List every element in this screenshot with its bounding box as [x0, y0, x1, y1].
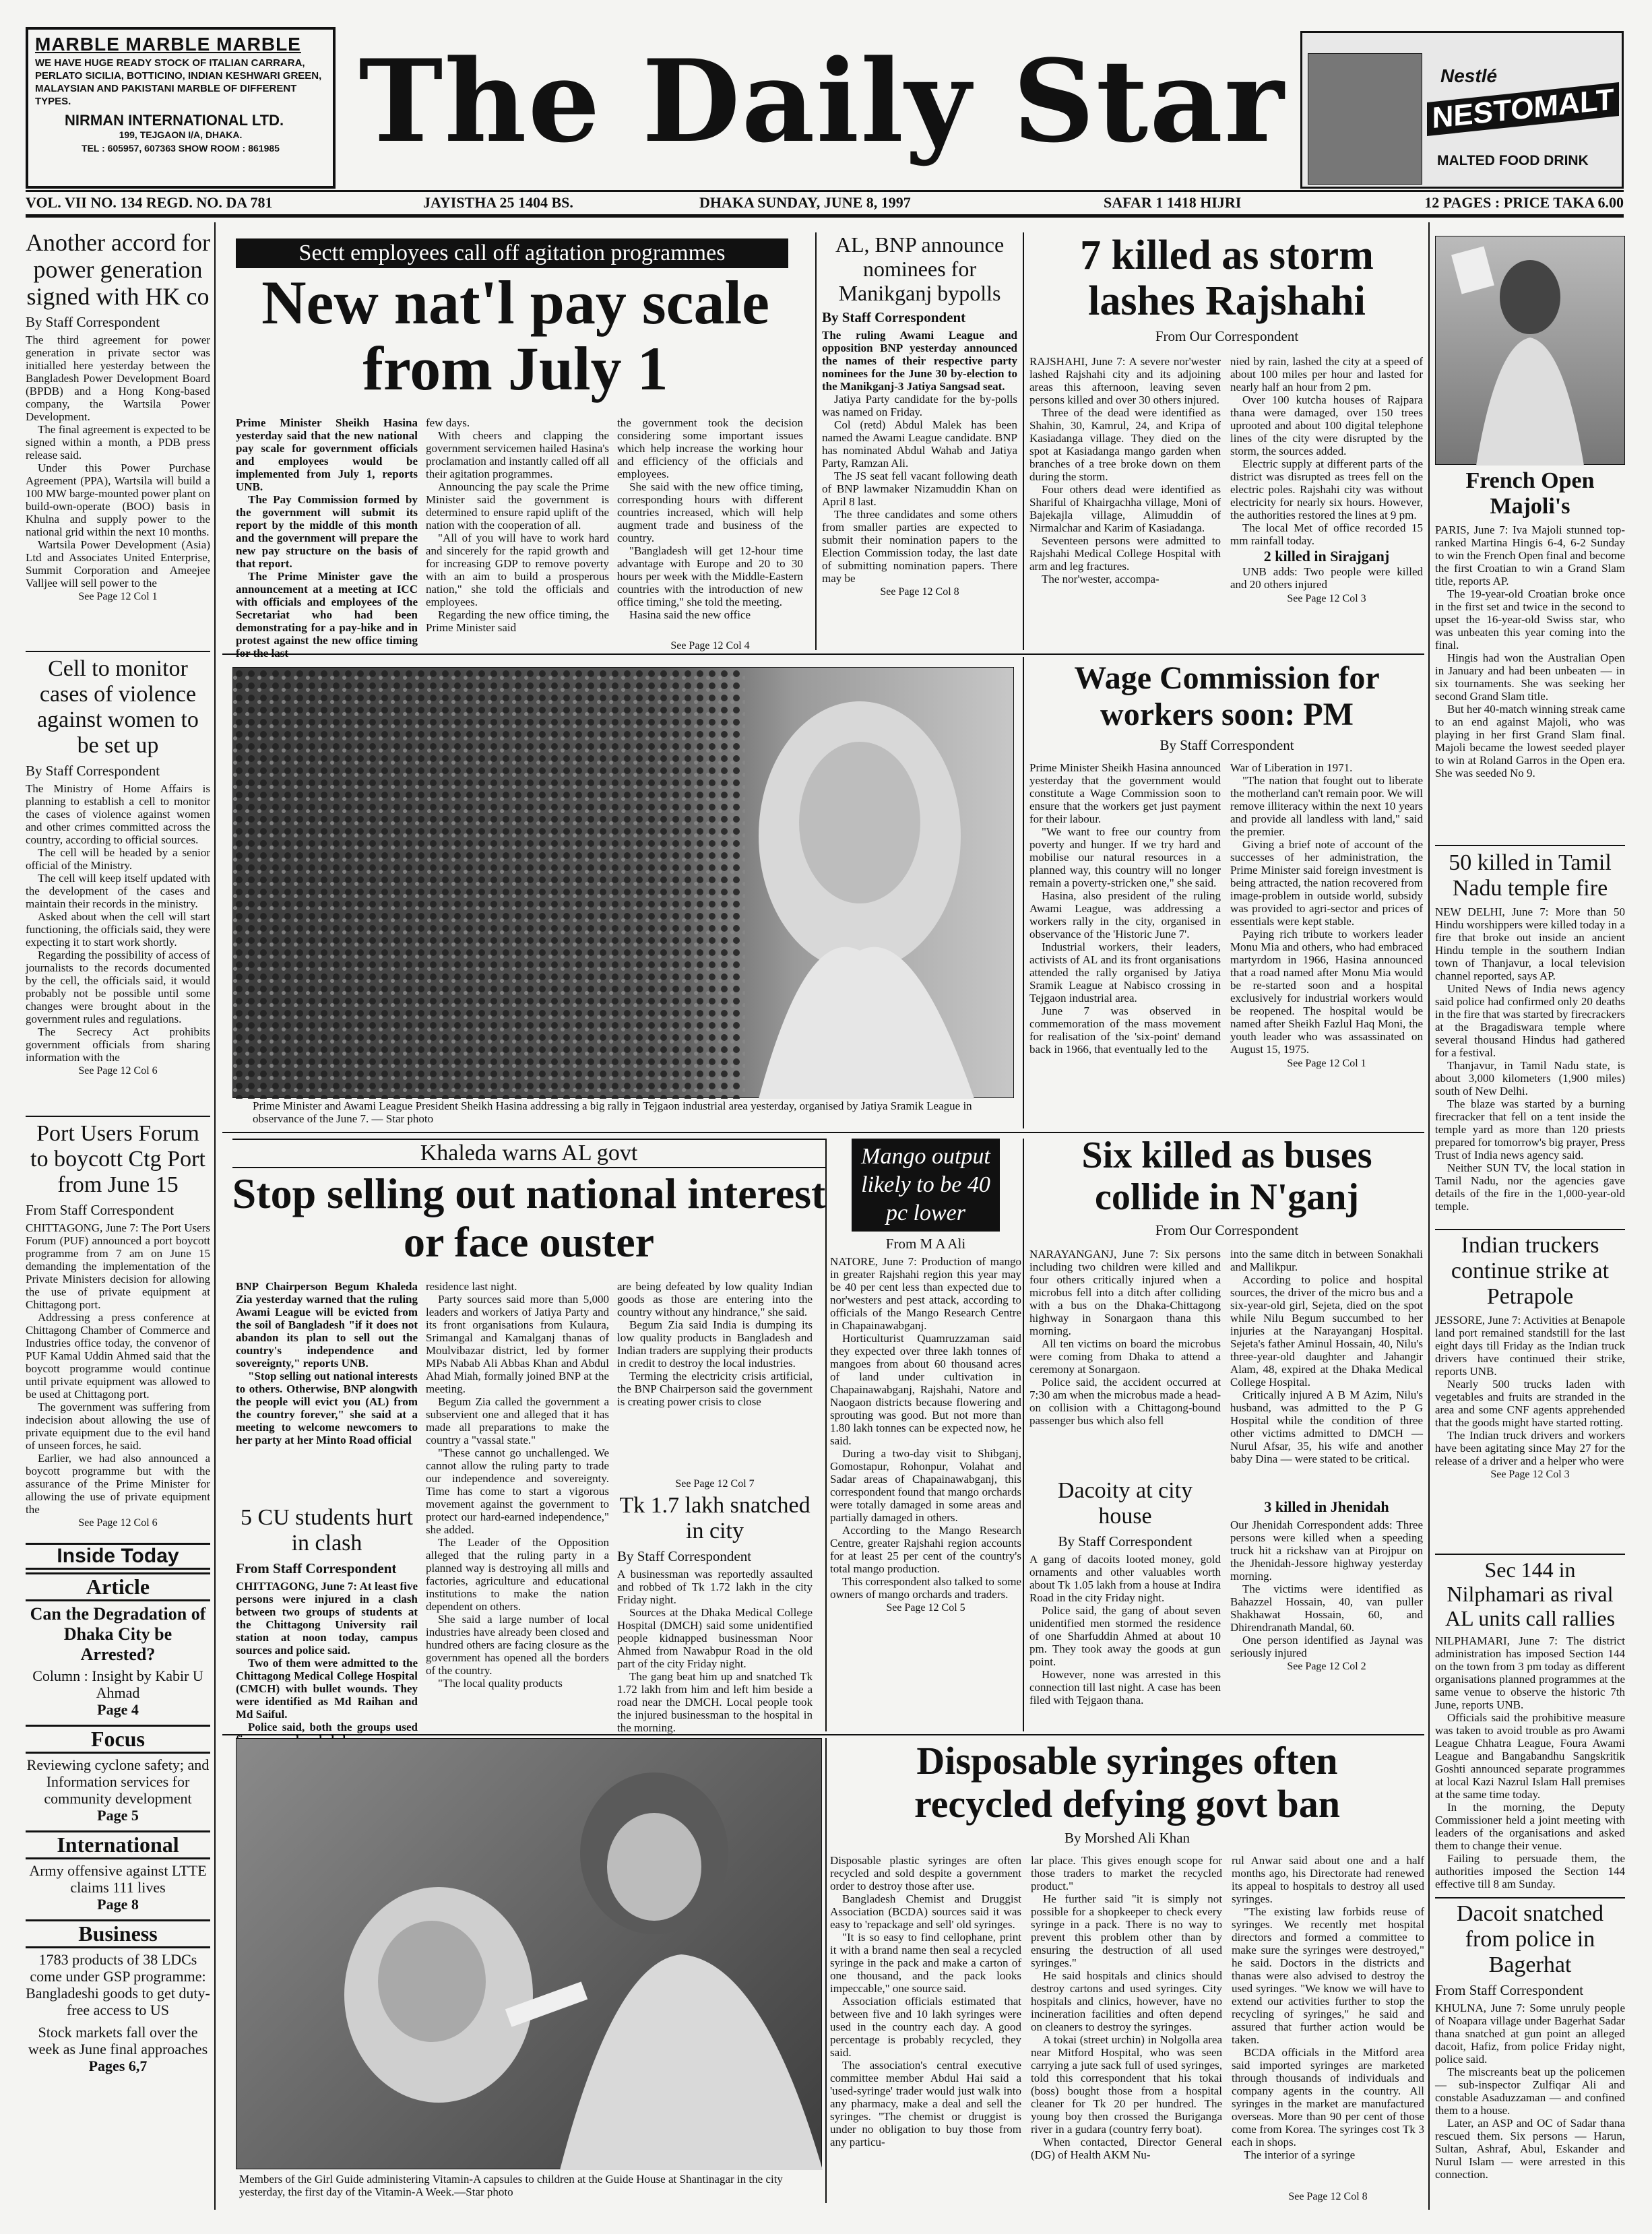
manikganj-p1: The ruling Awami League and opposition BNP yesterday announced the names of their respective party nominees for the June 30 by-election to the Manikganj-3 Jatiya Sangsad seat. [822, 329, 1017, 393]
rule-photo-syringe [825, 1738, 827, 2203]
syringes-c3-p3: BCDA officials in the Mitford area said imported syringes are marketed through thousands of individuals and company agents in the country. All syringes in the market are manufactured overseas. More than 90 per cent of those come from Korea. The syringes cost Tk 3 each in shops. [1232, 2046, 1424, 2148]
violence-cell-p1: The Ministry of Home Affairs is planning to establish a cell to monitor the cases of violence against women and other crimes committed across the country, according to official sources. [26, 782, 210, 846]
storm-sub-body: UNB adds: Two people were killed and 20 others injured [1230, 565, 1423, 591]
lead-c2-p5: Regarding the new office timing, the Prime Minister said [426, 608, 609, 634]
tamil-p1: NEW DELHI, June 7: More than 50 Hindu worshippers were killed today in a fire that broke out inside an ancient Hindu temple in the southern Indian town of Thanjavur, a local television channel reported, says AP. [1435, 905, 1625, 982]
rule-khaleda-mango [825, 1139, 827, 1731]
snatched-p2: Sources at the Dhaka Medical College Hospital (DMCH) said some unidentified people kidnapped businessman Noor Ahmed from Nawabpur Road in the old part of the city Friday night. [617, 1606, 813, 1670]
tamil-p5: Neither SUN TV, the local station in Tamil Nadu, nor the agencies gave details of the fire in the 1,000-year-old temple. [1435, 1161, 1625, 1213]
khaleda-c2-p7: "The local quality products [438, 1677, 563, 1690]
khaleda-c1-p2: "Stop selling out national interests to others. Otherwise, BNP alongwith the people will evict you (AL) from the country forever," she said at a meeting to welcome newcomers to her party at her Minto Road official [236, 1370, 418, 1446]
truckers-p2: Nearly 500 trucks laden with vegetables and fruits are stranded in the area and some CNF agents apprehended that the goods might have started rotting. [1435, 1378, 1625, 1429]
jhenidah-body [1230, 1519, 1423, 1659]
photo-crowd-pattern [233, 668, 1015, 1099]
c1-rule-1 [26, 651, 210, 652]
mango-p5: This correspondent also talked to some owners of mango orchards and traders. [830, 1575, 1021, 1601]
port-users-p1: CHITTAGONG, June 7: The Port Users Forum (PUF) announced a port boycott programme from 7 am on June 15 demanding the implementation of the Private Ministers decision for allowing the use of private equipment at Chittagong port. [26, 1221, 210, 1311]
storm-c2-p3: Electric supply at different parts of the district was disrupted as trees fell on the electric poles. Rajshahi city was without electricity for nearly six hours. However, the authorities restored the lines at 9 pm. [1230, 457, 1423, 521]
ad-nestomalt-tagline: MALTED FOOD DRINK [1437, 153, 1589, 168]
inside-intl-page: Page 8 [97, 1896, 139, 1913]
storm-c1-p4: Seventeen persons were admitted to Rajshahi Medical College Hospital with arm and leg fractures. [1029, 534, 1221, 573]
syringes-c2-p2: He further said "it is simply not possible for a shopkeeper to check every syringe in a pack. There is no way to prevent this problem other than by ensuring the destruction of all used syringes." [1031, 1892, 1222, 1969]
snatched-p3: The gang beat him up and snatched Tk 1.72 lakh from him and left him beside a road near the DMCH. Local people took the injured businessman to the hospital in the morning. [617, 1670, 813, 1734]
dateline-vol: VOL. VII NO. 134 REGD. NO. DA 781 [26, 194, 273, 211]
syringes-c1-p2: Bangladesh Chemist and Druggist Association (BCDA) sources said it was easy to 'repackage and sell' old syringes. [830, 1892, 1021, 1931]
lead-headline: New nat'l pay scale from July 1 [261, 268, 769, 403]
photo-majoli [1435, 236, 1625, 465]
wage-see: See Page 12 Col 1 [1287, 1058, 1366, 1069]
lead-see: See Page 12 Col 4 [670, 640, 750, 651]
photo-hasina-caption: Prime Minister and Awami League President Sheikh Hasina addressing a big rally in Tejgaon industrial area yesterday, organised by Jatiya Sramik League in observance of the June 7. — Star photo [253, 1099, 972, 1125]
wage-c1-p4: Industrial workers, their leaders, activists of AL and its front organisations attended the rally organised by Jatiya Sramik League at Nabisco crossing in Tejgaon industrial area. [1029, 940, 1221, 1004]
tamil-body [1435, 905, 1625, 1213]
article-majoli [1435, 468, 1625, 889]
article-bagerhat [1435, 1901, 1625, 2204]
syringes-c2-p5: When contacted, Director General (DG) of Health AKM Nu- [1031, 2136, 1222, 2161]
mango-p4: According to the Mango Research Centre, greater Rajshahi region accounts for at least 25 per cent of the country's total mango production. [830, 1524, 1021, 1575]
article-sec144 [1435, 1558, 1625, 1921]
col-rule-1 [214, 222, 216, 2210]
jhenidah-p2: The victims were identified as Bahazzel Hossain, 40, van puller Shakhawat Hossain, 60, and Dhirendranath Mandal, 60. [1230, 1583, 1423, 1634]
syringes-c2-p3: He said hospitals and clinics should destroy cartons and used syringes. City hospitals and clinics, however, have no incineration facilities and often depend on cleaners to destroy the syringes. [1031, 1969, 1222, 2033]
syringes-c2-p1: lar place. This gives enough scope for those traders to market the recycled product." [1031, 1854, 1222, 1892]
bagerhat-p2: The miscreants beat up the policemen — sub-inspector Zulfiqar Ali and constable Asaduzzaman — and confined them to a house. [1435, 2066, 1625, 2117]
rc-rule-1 [1435, 845, 1625, 846]
ad-marble-address: 199, TEJGAON I/A, DHAKA. [119, 129, 243, 140]
tamil-p3: Thanjavur, in Tamil Nadu state, is about 3,000 kilometers (1,900 miles) south of New Delhi. [1435, 1059, 1625, 1097]
manikganj-see: See Page 12 Col 8 [880, 586, 959, 598]
wage-c1-p3: Hasina, also president of the ruling Awami League, was addressing a workers rally in the city, organised in observance of the 'Historic June 7'. [1029, 889, 1221, 940]
mango-byline: From M A Ali [885, 1236, 966, 1252]
sec144-p2: Officials said the prohibitive measure was taken to avoid trouble as pro Awami League Chhatra League, Foura Awami League and Bangabandhu Sangskritik Goshti announced separate programmes at local Kazi Nazrul Islam Hall premises at the same time today. [1435, 1711, 1625, 1801]
rc-rule-2 [1435, 1229, 1625, 1230]
manikganj-byline: By Staff Correspondent [822, 309, 966, 325]
port-users-p2: Addressing a press conference at Chittagong Chamber of Commerce and Industries office today, the convenor of PUF Kamal Uddin Ahmed said that the boycott programme would continue until private equipment was allowed to be used at Chittagong port. [26, 1311, 210, 1401]
violence-cell-see: See Page 12 Col 6 [78, 1065, 158, 1077]
jhenidah-p1: Our Jhenidah Correspondent adds: Three persons were killed when a speeding truck hit a rickshaw van at Pirojpur on the Jhenidah-Jessore highway yesterday morning. [1230, 1519, 1423, 1583]
violence-cell-headline: Cell to monitor cases of violence against women to be set up [37, 656, 199, 758]
lead-col1 [236, 416, 418, 652]
manikganj-p3: Col (retd) Abdul Malek has been named the Awami League candidate. BNP has nominated Abdul Wahab and Jatiya Party, Ramzan Ali. [822, 418, 1017, 470]
power-accord-p1: The third agreement for power generation in private sector was initialled here yesterday between the Bangladesh Power Development Board (BPDB) and a Hong Kong-based company, the Wartsila Power Development. [26, 333, 210, 423]
rc-rule-4 [1435, 1897, 1625, 1898]
article-dacoity [1029, 1478, 1221, 1727]
tamil-headline: 50 killed in Tamil Nadu temple fire [1449, 850, 1612, 901]
article-manikganj [822, 232, 1017, 651]
dateline-date: DHAKA SUNDAY, JUNE 8, 1997 [699, 194, 911, 211]
masthead-rule-top [26, 190, 1624, 192]
buses-c1-p2: All ten victims on board the microbus were coming from Dhaka to attend a ceremony at Sonargaon. [1029, 1337, 1221, 1376]
syringes-c3-p1: rul Anwar said about one and a half months ago, his Directorate had renewed its appeal to hospitals to destroy all used syringes. [1232, 1854, 1424, 1905]
article-tk-snatched [617, 1493, 813, 1735]
khaleda-see: See Page 12 Col 7 [675, 1478, 755, 1490]
lead-c2-p3: Announcing the pay scale the Prime Minister said the government is determined to ensure rapid uplift of the nation with the cooperation of all. [426, 480, 609, 532]
dateline-price: 12 PAGES : PRICE TAKA 6.00 [1424, 194, 1624, 211]
photo-hasina-rally [232, 667, 1014, 1098]
mango-p3: During a two-day visit to Shibganj, Gomostapur, Rohonpur, Volahat and Sadar areas of Chapainawabganj, this correspondent found that mango orchards were totally damaged in some areas and partially damaged in others. [830, 1447, 1021, 1524]
dacoity-headline: Dacoity at city house [1057, 1478, 1193, 1529]
khaleda-c2-p5: The Leader of the Opposition alleged that the ruling party in a planned way is destroying all mills and factories, agriculture and educational institutions to make the nation dependent on others. [426, 1536, 609, 1613]
port-users-headline: Port Users Forum to boycott Ctg Port from June 15 [30, 1121, 205, 1197]
inside-today-title: Inside Today [26, 1543, 210, 1570]
sec144-headline: Sec 144 in Nilphamari as rival AL units call rallies [1444, 1558, 1616, 1630]
port-users-p3: The government was suffering from indecision about allowing the use of private equipment due to the evil hand of unseen forces, he said. [26, 1401, 210, 1452]
storm-c1-p2: Three of the dead were identified as Shahin, 30, Kamrul, 24, and Kripa of Kasiadanga village. They died on the spot at Kasiadanga mango garden when branches of a tree broke down on them during the storm. [1029, 406, 1221, 483]
inside-article-title: Can the Degradation of Dhaka City be Arrested? [30, 1604, 206, 1664]
syringes-byline: By Morshed Ali Khan [1064, 1830, 1190, 1846]
article-syringes [830, 1740, 1424, 2204]
khaleda-c2-p2: Party sources said more than 5,000 leaders and workers of Jatiya Party and its front organisations from Kulaura, Srimangal and Kamalganj thanas of Moulvibazar district, led by former MPs Nabab Ali Abbas Khan and Abdul Ahad Miah, formally joined BNP at the meeting. [426, 1293, 609, 1395]
lead-c1-p1: Prime Minister Sheikh Hasina yesterday said that the new national pay scale for government officials and employees would be implemented from July 1, reports UNB. [236, 416, 418, 493]
buses-c2-p3: Critically injured A B M Azim, Nilu's husband, was admitted to the P G Hospital while the condition of three other victims admitted to DMCH — Nurul Afsar, 35, his wife and another baby Dina — were stated to be critical. [1230, 1389, 1423, 1465]
wage-c2-p1: War of Liberation in 1971. [1230, 761, 1353, 774]
syringes-col2 [1031, 1854, 1222, 2204]
buses-byline: From Our Correspondent [1155, 1222, 1299, 1238]
power-accord-see: See Page 12 Col 1 [78, 591, 158, 602]
majoli-p4: But her 40-match winning streak came to an end against Majoli, who was playing in her first Grand Slam final. Majoli became the lowest seeded player to win at Roland Garros in the Open era. She was seeded No 9. [1435, 703, 1625, 779]
inside-business-heading: Business [26, 1919, 210, 1948]
inside-article-page: Page 4 [97, 1701, 139, 1718]
lead-c2-p2: With cheers and clapping the government servicemen hailed Hasina's proclamation and instantly called off all their agitation programmes. [426, 429, 609, 480]
rule-top-stories [222, 653, 1424, 655]
lead-c3-p3: "Bangladesh will get 12-hour time advantage with Europe and 20 to 30 hours per week with the Middle-Eastern countries with the introduction of new office timing," she told the meeting. [617, 544, 803, 608]
violence-cell-p4: Asked about when the cell will start functioning, the officials said, they were expecting it to start work shortly. [26, 910, 210, 949]
rule-photo-wage [1023, 657, 1024, 1128]
majoli-body [1435, 523, 1625, 779]
khaleda-col3 [617, 1280, 813, 1475]
wage-byline: By Staff Correspondent [1159, 737, 1294, 753]
storm-c2-p2: Over 100 kutcha houses of Rajpara thana were damaged, over 150 trees uprooted and about 100 digital telephone lines of the city were disrupted by the storm, the sources added. [1230, 393, 1423, 457]
violence-cell-p3: The cell will keep itself updated with the development of the cases and maintain their records in the ministry. [26, 872, 210, 910]
article-buses [1029, 1135, 1424, 1734]
syringes-c2-p4: A tokai (street urchin) in Nolgolla area near Mitford Hospital, who was seen carrying a jute sack full of used syringes, told this correspondent that his tokai (boss) bought those from a hospital cleaner for Tk 20 per hundred. The young boy then crossed the Buriganga river in a gudara (country ferry boat). [1031, 2033, 1222, 2136]
port-users-p4: Earlier, we had also announced a boycott programme but with the assurance of the Prime Minister for allowing the use of private equipment the [26, 1452, 210, 1516]
lead-c1-p3: The Prime Minister gave the announcement at a meeting at ICC with officials and employees of the Secretariat who had been demonstrating for a pay-hike and in protest against the new office timing [236, 570, 418, 647]
ad-marble-title: MARBLE MARBLE MARBLE [35, 34, 301, 55]
khaleda-c3-p2: Begum Zia said India is dumping its low quality products in Bangladesh and Indian traders are supplying their products in credit to destroy the local industries. [617, 1318, 813, 1370]
cu-headline: 5 CU students hurt in clash [241, 1505, 413, 1556]
storm-c2-p4: The local Met of office recorded 15 mm rainfall today. [1230, 521, 1423, 547]
article-tamil-fire [1435, 850, 1625, 1227]
majoli-p3: Hingis had won the Australian Open in January and had been unbeaten — in six tournaments. She was seeking her second Grand Slam title. [1435, 651, 1625, 703]
truckers-headline: Indian truckers continue strike at Petrapole [1451, 1233, 1610, 1309]
cu-body [236, 1580, 418, 1746]
storm-headline: 7 killed as storm lashes Rajshahi [1080, 232, 1374, 324]
khaleda-c2-p1: residence last night. [426, 1280, 517, 1293]
ad-nestomalt-product: NESTOMALT [1427, 82, 1619, 136]
port-users-see: See Page 12 Col 6 [78, 1517, 158, 1529]
jhenidah-p3: One person identified as Jaynal was seriously injured [1230, 1634, 1423, 1659]
khaleda-headline: Stop selling out national interest or face ouster [232, 1170, 826, 1266]
power-accord-p4: Wartsila Power Development (Asia) Ltd and Associates United Enterprise, Summit Corporation and Ameejee Valljee will sell power to the [26, 538, 210, 589]
port-users-body [26, 1221, 210, 1516]
rule-bottom [222, 1734, 1424, 1735]
article-mango [830, 1139, 1021, 1731]
khaleda-c1-p1: BNP Chairperson Begum Khaleda Zia yesterday warned that the ruling Awami League will be evicted from the soil of Bangladesh "if it does not abandon its plan to sell out the country's independence and sovereignty," reports UNB. [236, 1280, 418, 1370]
inside-business-title-2: Stock markets fall over the week as June final approaches [28, 2024, 208, 2057]
wage-col2 [1230, 761, 1423, 1125]
lead-c1-p2: The Pay Commission formed by the government will submit its report by the middle of this month and the government will prepare the new pay structure on the basis of that report. [236, 493, 418, 570]
dateline-bengali: JAYISTHA 25 1404 BS. [423, 194, 573, 211]
snatched-headline: Tk 1.7 lakh snatched in city [619, 1493, 811, 1543]
inside-focus-heading: Focus [26, 1725, 210, 1754]
photo-vitamin-figures [236, 1739, 823, 2170]
manikganj-p5: The three candidates and some others from smaller parties are expected to submit their nomination papers to the Election Commission today, the last date of submitting nomination papers. There may be [822, 508, 1017, 585]
sec144-p1: NILPHAMARI, June 7: The district administration has imposed Section 144 on the town from 3 pm today as different organisations planned programmes at the same venue to observe the historic 7th June, reports UNB. [1435, 1634, 1625, 1711]
article-violence-cell [26, 656, 210, 1114]
syringes-headline: Disposable syringes often recycled defying govt ban [914, 1739, 1341, 1826]
khaleda-banner-wrap [232, 1139, 825, 1168]
ad-marble-company: NIRMAN INTERNATIONAL LTD. [65, 112, 284, 129]
article-cu-students [236, 1505, 418, 1733]
wage-c2-p4: Paying rich tribute to workers leader Monu Mia and others, who had embraced martyrdom in 1966, Hasina announced that a road named after Monu Mia would be re-started soon and a hospital exclusively for industrial workers would be reopened. The hospital would be named after Sheikh Fazlul Haq Moni, the youth leader who was assassinated on August 15, 1975. [1230, 928, 1423, 1056]
khaleda-c2-p4: "These cannot go unchallenged. We cannot allow the ruling party to trade our independence and sovereignty. Time has come to start a vigorous movement against the government to protect our hard-earned independence," she added. [426, 1446, 609, 1536]
masthead-rule-bottom [26, 214, 1624, 218]
khaleda-banner: Khaleda warns AL govt [420, 1141, 638, 1166]
syringes-c1-p3: "It is so easy to find cellophane, print it with a brand name then seal a recycled syringe in the pack and make a carton of one thousand, and the pack looks impeccable," one source said. [830, 1931, 1021, 1995]
dateline [26, 193, 1624, 213]
rule-manik-storm [1023, 232, 1024, 650]
article-port-users [26, 1121, 210, 1539]
cu-p1: CHITTAGONG, June 7: At least five persons were injured in a clash between two groups of students at the Chittagong University rail station at noon today, campus sources and police said. [236, 1580, 418, 1657]
storm-c1-p3: Four others dead were identified as Shariful of Khairgachha village, Moni of Bajekajla village, Alimuddin of Nirmalchar and Karim of Kasiadanga. [1029, 483, 1221, 534]
article-storm [1029, 232, 1424, 650]
inside-business-page: Pages 6,7 [88, 2057, 148, 2074]
ad-nestomalt-photo [1308, 53, 1422, 185]
masthead-title: The Daily Star [358, 34, 1285, 168]
syringes-c3-p4: The interior of a syringe [1244, 2148, 1356, 2161]
article-jhenidah [1230, 1498, 1423, 1727]
truckers-see: See Page 12 Col 3 [1490, 1469, 1570, 1480]
lead-c3-p1: the government took the decision considering some important issues which help increase the working hour and efficiency of the officials and employees. [617, 416, 803, 480]
syringes-col1 [830, 1854, 1021, 2204]
buses-c2-p2: According to police and hospital sources, the driver of the micro bus and a six-year-old girl, Sejeta, died on the spot while Nilu Begum succumbed to her injuries at the Narayanganj Hospital. Sejeta's father Aminul Hossain, 40, Nilu's three-year-old daughter and Jahangir Alam, 48, expired at the Dhaka Medical College Hospital. [1230, 1273, 1423, 1389]
truckers-body [1435, 1314, 1625, 1467]
wage-c1-p2: "We want to free our country from poverty and hunger. If we try hard and mobilise our natural resources in a planned way, this country will no longer remain a poverty-stricken one," she said. [1029, 825, 1221, 889]
wage-headline: Wage Commission for workers soon: PM [1074, 660, 1380, 732]
manikganj-p4: The JS seat fell vacant following death of BNP lawmaker Nizamuddin Khan on April 8 last. [822, 470, 1017, 508]
khaleda-c3-p1: are being defeated by low quality Indian goods as those are entering into the country without any hindrance," she said. [617, 1280, 813, 1318]
wage-c2-p3: Giving a brief note of account of the successes of her administration, the Prime Minister said foreign investment is being attracted, the nation recovered from image-problem in outside world, subsidy was provided to agri-sector and prices of essentials were kept stable. [1230, 838, 1423, 928]
mango-headline: Mango output likely to be 40 pc lower [852, 1139, 1000, 1232]
ad-nestomalt [1300, 31, 1624, 189]
majoli-p1: PARIS, June 7: Iva Majoli stunned top-ranked Martina Hingis 6-4, 6-2 Sunday to win the French Open final and become the first Croatian to win a Grand Slam title, reports AP. [1435, 523, 1625, 587]
bagerhat-body [1435, 2002, 1625, 2181]
violence-cell-byline: By Staff Correspondent [26, 763, 160, 779]
dacoity-body [1029, 1553, 1221, 1706]
bagerhat-byline: From Staff Correspondent [1435, 1982, 1584, 1998]
wage-c1-p1: Prime Minister Sheikh Hasina announced yesterday that the government would constitute a Wage Commission soon to ensure that the workers get just payment for their labour. [1029, 761, 1221, 825]
article-wage-commission [1029, 660, 1424, 1125]
truckers-p1: JESSORE, June 7: Activities at Benapole land port remained standstill for the last eight days till Friday as the Indian truck drivers have continued their strike, reports UNB. [1435, 1314, 1625, 1378]
inside-article-column: Column : Insight by Kabir U Ahmad [32, 1667, 203, 1701]
power-accord-headline: Another accord for power generation signed with HK co [26, 229, 210, 310]
photo-vitamin-caption: Members of the Girl Guide administering Vitamin-A capsules to children at the Guide House at Shantinagar in the city yesterday, the first day of the Vitamin-A Week.—Star photo [239, 2173, 783, 2198]
tamil-p4: The blaze was started by a burning firecracker that fell on a tent inside the temple yard as more than 120 priests prepared for tomorrow's big prayer, Press Trust of India news agency said. [1435, 1097, 1625, 1161]
dacoity-p3: However, none was arrested in this connection till last night. A case has been filed with Tejgaon thana. [1029, 1668, 1221, 1706]
truckers-p3: The Indian truck drivers and workers have been agitating since May 27 for the release of a driver and a helper who were [1435, 1429, 1625, 1467]
buses-headline: Six killed as buses collide in N'ganj [1081, 1135, 1372, 1218]
violence-cell-p5: Regarding the possibility of access of journalists to the records documented by the cell, the officials said, it would probably not be possible until some changes were brought about in the government rules and regulations. [26, 949, 210, 1025]
jhenidah-see: See Page 12 Col 2 [1287, 1661, 1366, 1672]
sec144-p3: In the morning, the Deputy Commissioner held a joint meeting with leaders of the organisations and asked them to change their venue. [1435, 1801, 1625, 1852]
syringes-see: See Page 12 Col 8 [1288, 2191, 1368, 2202]
rc-rule-3 [1435, 1554, 1625, 1555]
tamil-p2: United News of India news agency said police had confirmed only 20 deaths in the fire that was started by firecrackers at the Bragadiswara temple where several thousand Hindus had gathered for a festival. [1435, 982, 1625, 1059]
manikganj-p2: Jatiya Party candidate for the by-polls was named on Friday. [822, 393, 1017, 418]
lead-c3-p2: She said with the new office timing, corresponding hours with different countries increased, which will help augment trade and business of the country. [617, 480, 803, 544]
inside-focus-page: Page 5 [97, 1807, 139, 1824]
manikganj-body [822, 329, 1017, 585]
wage-c1-p5: June 7 was observed in commemoration of the mass movement for realisation of the 'six-point' demand back in 1966, that eventually led to the [1029, 1004, 1221, 1056]
col-rule-2 [1428, 222, 1430, 2210]
majoli-headline: French Open Majoli's [1465, 468, 1595, 519]
jhenidah-headline: 3 killed in Jhenidah [1264, 1498, 1389, 1515]
port-users-byline: From Staff Correspondent [26, 1202, 174, 1218]
inside-focus-title: Reviewing cyclone safety; and Information services for community development [26, 1756, 210, 1807]
ad-nestomalt-brand: Nestlé [1440, 65, 1498, 86]
cu-byline: From Staff Correspondent [236, 1560, 397, 1576]
storm-see: See Page 12 Col 3 [1287, 593, 1366, 604]
lead-c3-p4: Hasina said the new office [629, 608, 751, 621]
dacoity-byline: By Staff Correspondent [1058, 1533, 1193, 1550]
sec144-body [1435, 1634, 1625, 1890]
ad-marble [26, 27, 336, 189]
c1-rule-2 [26, 1116, 210, 1117]
storm-c1-p5: The nor'wester, accompa- [1042, 573, 1159, 585]
bagerhat-headline: Dacoit snatched from police in Bagerhat [1456, 1901, 1604, 1977]
ad-marble-text: WE HAVE HUGE READY STOCK OF ITALIAN CARRARA, PERLATO SICILIA, BOTTICINO, INDIAN KESHWARI GREEN, MALAYSIAN AND PAKISTANI MARBLE OF DIFFERENT TYPES. [35, 57, 322, 107]
syringes-c1-p5: The association's central executive committee member Abdul Hai said a 'used-syringe' trader would just walk into any pharmacy, make a deal and sell the syringes. "The chemist or druggist is under no obligation to buy those from any particu- [830, 2059, 1021, 2148]
power-accord-p3: Under this Power Purchase Agreement (PPA), Wartsila will build a 100 MW barge-mounted power plant on build-own-operate (BOO) basis in Khulna and supply power to the national grid within the next 10 months. [26, 461, 210, 538]
inside-today-box [26, 1543, 210, 2203]
bagerhat-p3: Later, an ASP and OC of Sadar thana rescued them. Six persons — Harun, Sultan, Ashraf, Abul, Eskander and Nurul Islam — were arrested in this connection. [1435, 2117, 1625, 2181]
wage-col1 [1029, 761, 1221, 1125]
bagerhat-p1: KHULNA, June 7: Some unruly people of Noapara village under Bagerhat Sadar thana snatched at gun point an alleged dacoit, Hafiz, from police Friday night, police said. [1435, 2002, 1625, 2066]
lead-banner: Sectt employees call off agitation programmes [236, 238, 788, 268]
rule-mango-buses [1023, 1139, 1024, 1731]
majoli-p2: The 19-year-old Croatian broke once in the first set and twice in the second to upset the 16-year-old Swiss star, who was unbeaten this year coming into the final. [1435, 587, 1625, 651]
khaleda-col2 [426, 1280, 609, 1731]
sec144-p4: Failing to persuade them, the authorities imposed the Section 144 effective till 8 am Sunday. [1435, 1852, 1625, 1890]
violence-cell-p6: The Secrecy Act prohibits government officials from sharing information with the [26, 1025, 210, 1064]
cu-p3: Police said, both the groups used [248, 1721, 418, 1733]
inside-intl-heading: International [26, 1830, 210, 1859]
lead-col2 [426, 416, 609, 652]
mango-body [830, 1255, 1021, 1601]
violence-cell-body [26, 782, 210, 1064]
violence-cell-p2: The cell will be headed by a senior official of the Ministry. [26, 846, 210, 872]
snatched-body [617, 1568, 813, 1734]
storm-c2-p1: nied by rain, lashed the city at a speed of about 100 miles per hour and lasted for nearly half an hour from 2 pm. [1230, 355, 1423, 393]
manikganj-headline: AL, BNP announce nominees for Manikganj bypolls [835, 232, 1005, 305]
power-accord-body [26, 333, 210, 589]
khaleda-c2-p3: Begum Zia called the government a subservient one and alleged that it has made all preparations to make the country a "vassal state." [426, 1395, 609, 1446]
buses-c1-p1: NARAYANGANJ, June 7: Six persons including two children were killed and four others critically injured when a microbus fell into a ditch after colliding with a bus on the Dhaka-Chittagong highway in Sonargaon thana this morning. [1029, 1248, 1221, 1337]
buses-col2 [1230, 1248, 1423, 1497]
dacoity-p1: A gang of dacoits looted money, gold ornaments and other valuables worth about Tk 1.05 lakh from a house at Indira Road in the city Friday night. [1029, 1553, 1221, 1604]
storm-col2 [1230, 355, 1423, 649]
inside-intl-title: Army offensive against LTTE claims 111 lives [29, 1862, 207, 1896]
mango-see: See Page 12 Col 5 [886, 1602, 965, 1614]
storm-col1 [1029, 355, 1221, 649]
storm-c1-p1: RAJSHAHI, June 7: A severe nor'wester lashed Rajshahi city and its adjoining areas this afternoon, leaving seven persons killed and over 30 others injured. [1029, 355, 1221, 406]
khaleda-col1 [236, 1280, 418, 1502]
khaleda-c2-p6: She said a large number of local industries have already been closed and hundred others are facing closure as the government has opened all the borders of the country. [426, 1613, 609, 1677]
photo-majoli-figure [1436, 236, 1626, 466]
inside-article-heading: Article [26, 1572, 210, 1601]
mango-p2: Horticulturist Quamruzzaman said they expected over three lakh tonnes of mangoes from about 60 thousand acres of land under cultivation in Chapainawabganj, Rajshahi, Natore and Naogaon districts because flowering and sprouting was good. But not more than 1.80 lakh tonnes can be expected now, he said. [830, 1332, 1021, 1447]
storm-byline: From Our Correspondent [1155, 328, 1299, 344]
lead-c2-p1: few days. [426, 416, 470, 429]
rule-mid [222, 1132, 1424, 1133]
photo-vitamin-a [236, 1738, 822, 2169]
cu-p2: Two of them were admitted to the Chittagong Medical College Hospital (CMCH) with bullet wounds. They were identified as Md Raihan and Md Saiful. [236, 1657, 418, 1721]
power-accord-byline: By Staff Correspondent [26, 314, 160, 330]
syringes-c1-p4: Association officials estimated that between five and 10 lakh syringes were used in the country each day. A good percentage is probably recycled, they said. [830, 1995, 1021, 2059]
article-power-accord [26, 229, 210, 653]
wage-c2-p2: "The nation that fought out to liberate the motherland can't remain poor. We will remove illiteracy within the next 10 years and provide all landless with land," said the premier. [1230, 774, 1423, 838]
dateline-hijri: SAFAR 1 1418 HIJRI [1104, 194, 1242, 211]
inside-business-title-1: 1783 products of 38 LDCs come under GSP programme: Bangladeshi goods to get duty-free access to US [26, 1951, 210, 2018]
power-accord-p2: The final agreement is expected to be signed within a month, a PDB press release said. [26, 423, 210, 461]
syringes-col3 [1232, 1854, 1424, 2190]
article-truckers [1435, 1233, 1625, 1570]
buses-col1 [1029, 1248, 1221, 1470]
dacoity-p2: Police said, the gang of about seven unidentified men stormed the residence of one Sharfuddin Ahmed at about 10 pm. They took away the goods at gun point. [1029, 1604, 1221, 1668]
storm-subhead: 2 killed in Sirajganj [1263, 548, 1390, 565]
syringes-c1-p1: Disposable plastic syringes are often recycled and sold despite a government order to destroy those after use. [830, 1854, 1021, 1892]
lead-c2-p4: "All of you will have to work hard and sincerely for the rapid growth and for increasing GDP to remove poverty with an aim to build a prosperous nation," she told the officials and employees. [426, 532, 609, 608]
lead-col3 [617, 416, 803, 643]
syringes-c3-p2: "The existing law forbids reuse of syringes. We recently met hospital directors and formed a committee to make sure the syringes were destroyed," he said. Doctors in the districts and thanas were also advised to destroy the used syringes. "We know we will have to extend our activities further to stop the recycling of syringes," he said and assured that further action would be taken. [1232, 1905, 1424, 2046]
mango-p1: NATORE, June 7: Production of mango in greater Rajshahi region this year may be 40 per cent less than expected due to nor'westers and pest attack, according to officials of the Mango Research Centre in Chapainawabganj. [830, 1255, 1021, 1332]
khaleda-c3-p3: Terming the electricity crisis artificial, the BNP Chairperson said the government is creating power crisis to close [617, 1370, 813, 1408]
buses-c2-p1: into the same ditch in between Sonakhali and Mallikpur. [1230, 1248, 1423, 1273]
snatched-p1: A businessman was reportedly assaulted and robbed of Tk 1.72 lakh in the city Friday night. [617, 1568, 813, 1606]
buses-c1-p3: Police said, the accident occurred at 7:30 am when the microbus made a head-on collision with a Chittagong-bound passenger bus which also fell [1029, 1376, 1221, 1427]
snatched-byline: By Staff Correspondent [617, 1548, 752, 1564]
ad-marble-tel: TEL : 605957, 607363 SHOW ROOM : 861985 [82, 143, 280, 154]
rule-lead-manik [815, 232, 817, 650]
